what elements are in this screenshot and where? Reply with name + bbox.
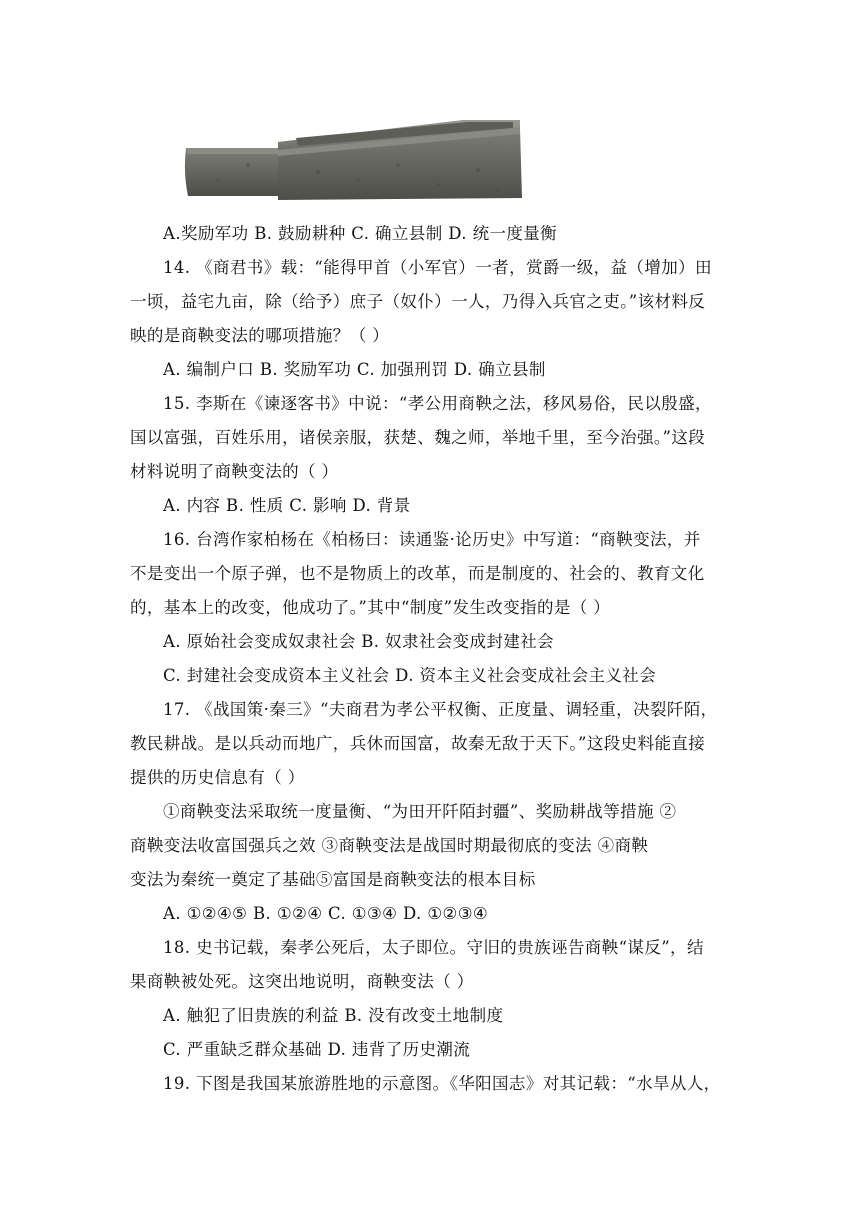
q13-options: A.奖励军功 B. 鼓励耕种 C. 确立县制 D. 统一度量衡 (163, 224, 558, 243)
q15-stem-line1: 15. 李斯在《谏逐客书》中说：“孝公用商鞅之法，移风易俗，民以殷盛， (163, 394, 712, 413)
q15-stem-line3: 材料说明了商鞅变法的（ ） (130, 462, 339, 481)
q18-stem-line1: 18. 史书记载，秦孝公死后，太子即位。守旧的贵族诬告商鞅“谋反”，结 (163, 938, 704, 957)
q15-options: A. 内容 B. 性质 C. 影响 D. 背景 (163, 496, 411, 515)
q17-statement-line3: 变法为秦统一奠定了基础⑤富国是商鞅变法的根本目标 (130, 870, 536, 889)
q18-stem-line2: 果商鞅被处死。这突出地说明，商鞅变法（ ） (130, 972, 474, 991)
q16-stem-line3: 的，基本上的改变，他成功了。”其中“制度”发生改变指的是（ ） (130, 598, 611, 617)
q17-stem-line2: 教民耕战。是以兵动而地广，兵休而国富，故秦无敌于天下。”这段史料能直接 (130, 734, 706, 753)
q15-stem-line2: 国以富强，百姓乐用，诸侯亲服，获楚、魏之师，举地千里，至今治强。”这段 (130, 428, 706, 447)
q14-stem-line1: 14. 《商君书》载：“能得甲首（小军官）一者，赏爵一级，益（增加）田 (163, 258, 712, 277)
q17-statement-line1: ①商鞅变法采取统一度量衡、“为田开阡陌封疆”、奖励耕战等措施 ② (163, 802, 677, 821)
q18-options-cd: C. 严重缺乏群众基础 D. 违背了历史潮流 (163, 1040, 471, 1059)
q17-stem-line3: 提供的历史信息有（ ） (130, 768, 305, 787)
q16-options-cd: C. 封建社会变成资本主义社会 D. 资本主义社会变成社会主义社会 (163, 666, 657, 685)
q16-stem-line1: 16. 台湾作家柏杨在《柏杨曰：读通鉴·论历史》中写道：“商鞅变法，并 (163, 530, 701, 549)
q16-options-ab: A. 原始社会变成奴隶社会 B. 奴隶社会变成封建社会 (163, 632, 555, 651)
bronze-measure-image (178, 110, 526, 210)
q18-options-ab: A. 触犯了旧贵族的利益 B. 没有改变土地制度 (163, 1006, 504, 1025)
q19-stem-line1: 19. 下图是我国某旅游胜地的示意图。《华阳国志》对其记载：“水旱从人， (163, 1074, 721, 1093)
q14-stem-line3: 映的是商鞅变法的哪项措施？（ ） (130, 326, 390, 345)
q17-stem-line1: 17. 《战国策·秦三》“夫商君为孝公平权衡、正度量、调轻重，决裂阡陌， (163, 700, 718, 719)
q17-options: A. ①②④⑤ B. ①②④ C. ①③④ D. ①②③④ (163, 904, 489, 923)
q14-options: A. 编制户口 B. 奖励军功 C. 加强刑罚 D. 确立县制 (163, 360, 546, 379)
q16-stem-line2: 不是变出一个原子弹，也不是物质上的改革，而是制度的、社会的、教育文化 (130, 564, 705, 583)
q17-statement-line2: 商鞅变法收富国强兵之效 ③商鞅变法是战国时期最彻底的变法 ④商鞅 (130, 836, 649, 855)
q14-stem-line2: 一顷，益宅九亩，除（给予）庶子（奴仆）一人，乃得入兵官之吏。”该材料反 (130, 292, 706, 311)
